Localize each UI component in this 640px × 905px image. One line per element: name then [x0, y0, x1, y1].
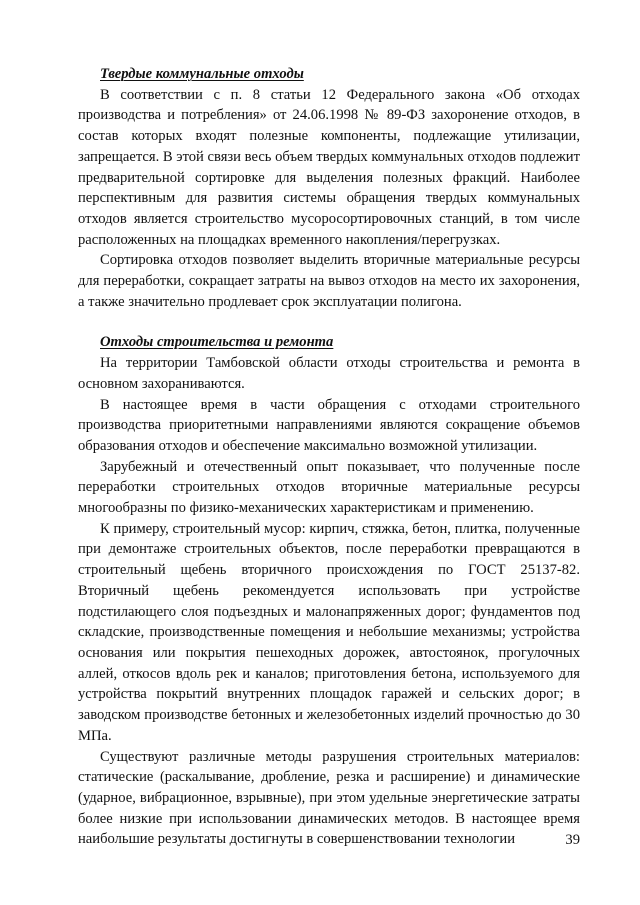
paragraph: Существуют различные методы разрушения строительных материалов: статические (раскалывание, дробление, резка и расширение) и динамические (ударное, вибрационное, взрывные), при этом удельные энергетические затраты более низкие при использовании динамических методов. В настоящее время наибольшие результаты достигнуты в совершенствовании технологии	[78, 748, 580, 848]
paragraph: На территории Тамбовской области отходы строительства и ремонта в основном захораниваются.	[78, 355, 580, 392]
section-heading-solid-waste: Твердые коммунальные отходы	[100, 66, 304, 82]
page-number: 39	[565, 832, 580, 848]
paragraph: К примеру, строительный мусор: кирпич, стяжка, бетон, плитка, полученные при демонтаже строительных объектов, после переработки превращаются в строительный щебень вторичного происхождения по ГОСТ 25137-82. Вторичный щебень рекомендуется использовать при устройстве подстилающего слоя подъездных и малонапряженных дорог; фундаментов под складские, производственные помещения и небольшие механизмы; устройства основания или покрытия пешеходных дорожек, автостоянок, прогулочных аллей, откосов вдоль рек и каналов; приготовления бетона, используемого для устройства покрытий внутренних площадок гаражей и сельских дорог; в заводском производстве бетонных и железобетонных изделий прочностью до 30 МПа.	[78, 520, 580, 744]
paragraph: В настоящее время в части обращения с отходами строительного производства приоритетными направлениями являются сокращение объемов образования отходов и обеспечение максимально возможной утилизации.	[78, 396, 580, 454]
section-spacer	[78, 312, 580, 332]
paragraph: Сортировка отходов позволяет выделить вторичные материальные ресурсы для переработки, сокращает затраты на вывоз отходов на место их захоронения, а также значительно продлевает срок эксплуатации полигона.	[78, 252, 580, 310]
page-body	[78, 64, 580, 850]
paragraph: Зарубежный и отечественный опыт показывает, что полученные после переработки строительных отходов вторичные материальные ресурсы многообразны по физико-механических характеристикам и применению.	[78, 458, 580, 517]
paragraph: В соответствии с п. 8 статьи 12 Федерального закона «Об отходах производства и потребления» от 24.06.1998 № 89-ФЗ захоронение отходов, в состав которых входят полезные компоненты, подлежащие утилизации, запрещается. В этой связи весь объем твердых коммунальных отходов подлежит предварительной сортировке для выделения полезных фракций. Наиболее перспективным для развития системы обращения твердых коммунальных отходов является строительство мусоросортировочных станций, в том числе расположенных на площадках временного накопления/перегрузках.	[78, 86, 580, 248]
section-heading-construction-waste: Отходы строительства и ремонта	[100, 334, 334, 351]
